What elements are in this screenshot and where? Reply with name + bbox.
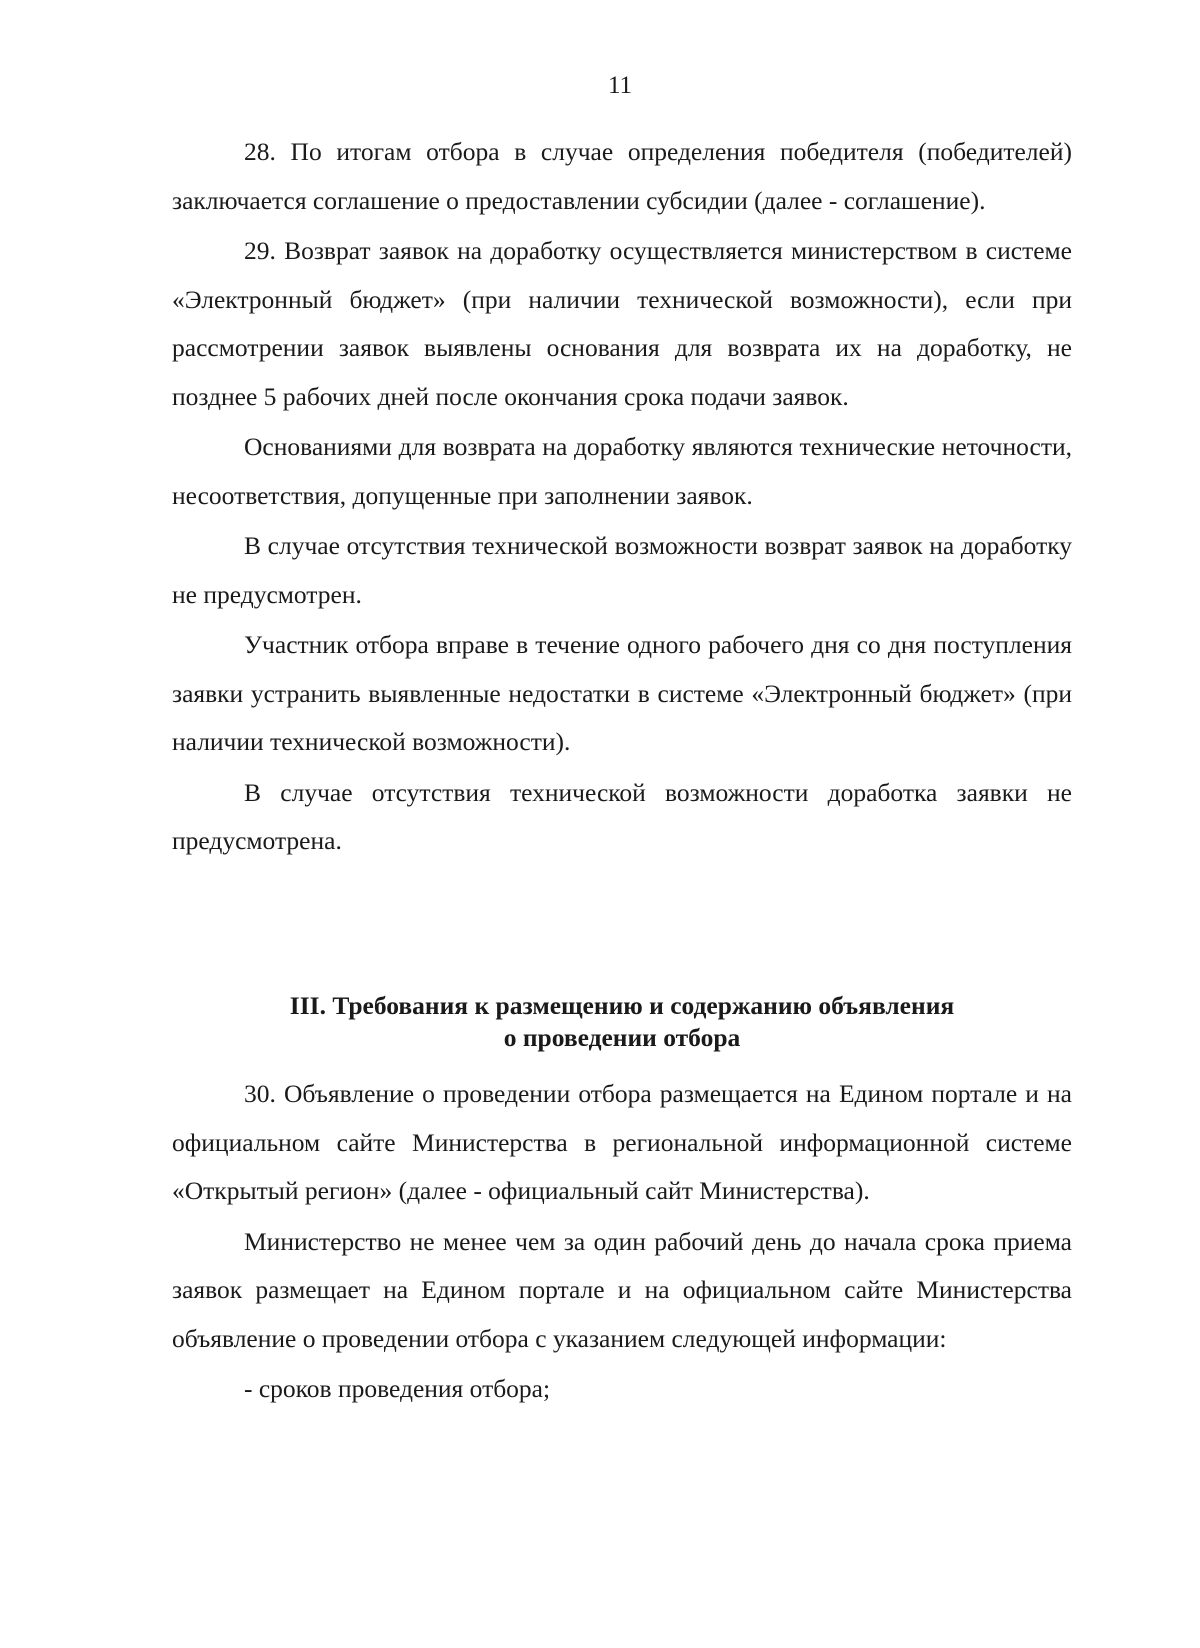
paragraph-no-technical-revision: В случае отсутствия технической возможности доработка заявки не предусмотрена. [172,777,1072,855]
paragraph-return-grounds: Основаниями для возврата на доработку являются технические неточности, несоответствия, допущенные при заполнении заявок. [172,432,1072,510]
paragraph-no-technical-return: В случае отсутствия технической возможности возврат заявок на доработку не предусмотрен. [172,531,1072,609]
document-body-before-heading [172,128,1072,866]
section-heading [172,990,1072,1054]
paragraph-30: 30. Объявление о проведении отбора размещается на Едином портале и на официальном сайте Министерства в региональной информационной системе «Открытый регион» (далее - официальный сайт Министерства). [172,1079,1072,1205]
section-heading-line-2: о проведении отбора [503,1023,741,1052]
paragraph-participant-fix: Участник отбора вправе в течение одного рабочего дня со дня поступления заявки устранить выявленные недостатки в системе «Электронный бюджет» (при наличии технической возможности). [172,630,1072,756]
paragraph-28: 28. По итогам отбора в случае определения победителя (победителей) заключается соглашение о предоставлении субсидии (далее - соглашение). [172,137,1072,215]
paragraph-announcement-info: Министерство не менее чем за один рабочий день до начала срока приема заявок размещает на Едином портале и на официальном сайте Министерства объявление о проведении отбора с указанием следующей информации: [172,1226,1072,1353]
page-number: 11 [607,72,633,99]
paragraph-29: 29. Возврат заявок на доработку осуществляется министерством в системе «Электронный бюджет» (при наличии технической возможности), если при рассмотрении заявок выявлены основания для возврата их на доработку, не позднее 5 рабочих дней после окончания срока подачи заявок. [172,236,1072,411]
list-item-selection-dates: - сроков проведения отбора; [244,1374,551,1403]
section-heading-line-1: III. Требования к размещению и содержанию объявления [289,991,955,1020]
document-body-after-heading [172,1070,1072,1414]
